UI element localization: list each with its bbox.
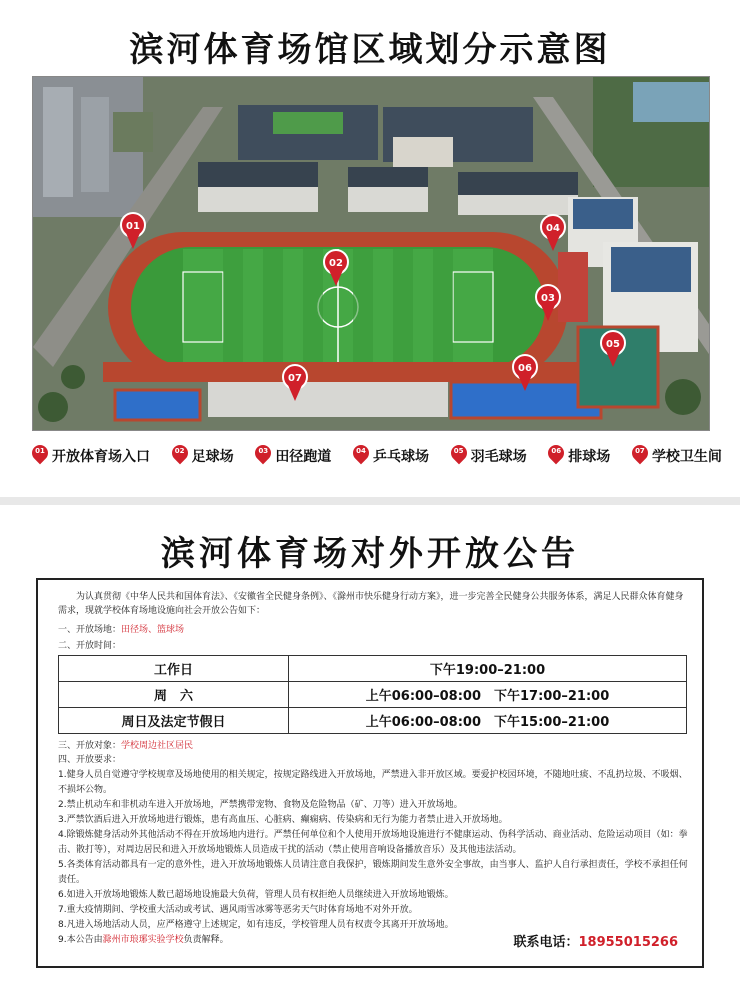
school-name: 滁州市琅琊实验学校 <box>102 935 184 945</box>
location-pin-icon: 02 <box>172 445 188 467</box>
pin-label-03: 03 <box>541 293 555 304</box>
map-poster <box>0 0 740 490</box>
rule-item: 4.除锻炼健身活动外其他活动不得在开放场地内进行。严禁任何单位和个人使用开放场地设施进行不健康运动、伪科学活动、商业活动、危险运动项目（如：拳击、散打等），对周边居民和进入开放场地锻炼人员造成干扰的活动（禁止使用音响设备播放音乐）及其他违法活动。 <box>58 830 688 855</box>
section-value: 田径场、篮球场 <box>121 625 185 635</box>
legend-label: 排球场 <box>568 449 611 465</box>
rule-item: 6.如进入开放场地锻炼人数已超场地设施最大负荷，管理人员有权拒绝人员继续进入开放场地锻炼。 <box>58 890 454 900</box>
aerial-photo <box>32 76 710 431</box>
section-label: 三、开放对象： <box>58 741 122 751</box>
pin-label-01: 01 <box>126 221 140 232</box>
rule-item: 7.重大疫情期间、学校重大活动或考试、遇风雨雪冰雾等恶劣天气时体育场地不对外开放。 <box>58 905 418 915</box>
legend-label: 足球场 <box>191 449 234 465</box>
notice-intro: 为认真贯彻《中华人民共和国体育法》、《安徽省全民健身条例》、《滁州市快乐健身行动方案》，进一步完善全民健身公共服务体系，满足人民群众体育健身需求，现就学校体育场地设施向社会开放公告如下： <box>58 592 684 616</box>
location-pin-icon: 04 <box>353 445 369 467</box>
section-label: 二、开放时间： <box>58 641 122 651</box>
rule-item: 1.健身人员自觉遵守学校规章及场地使用的相关规定，按规定路线进入开放场地，严禁进入非开放区域。要爱护校园环境，不随地吐痰、不乱扔垃圾、不吸烟、不损坏公物。 <box>58 770 688 795</box>
pin-label-06: 06 <box>518 363 532 374</box>
legend-item-restroom <box>632 445 722 467</box>
section-label: 一、开放场地： <box>58 625 122 635</box>
section-open-venues <box>58 622 184 635</box>
rule-item-9: 9.本公告由滁州市琅琊实验学校负责解释。 <box>58 935 229 945</box>
section-open-audience <box>58 738 193 751</box>
table-row <box>59 656 687 682</box>
map-legend <box>32 436 722 476</box>
section-open-times <box>58 638 121 651</box>
rule-item: 5.各类体育活动都具有一定的意外性，进入开放场地锻炼人员请注意自我保护，锻炼期间发生意外安全事故，由当事人、监护人自行承担责任，学校不承担任何责任。 <box>58 860 688 885</box>
contact-phone[interactable]: 18955015266 <box>578 935 678 950</box>
notice-title: 滨河体育场对外开放公告 <box>161 534 579 574</box>
rule-item: 2.禁止机动车和非机动车进入开放场地，严禁携带宠物、食物及危险物品（矿、刀等）进入开放场地。 <box>58 800 463 810</box>
schedule-day: 周日及法定节假日 <box>59 708 289 734</box>
location-pin-icon: 03 <box>255 445 271 467</box>
contact-label: 联系电话： <box>513 935 579 950</box>
legend-label: 学校卫生间 <box>651 449 722 465</box>
section-label: 四、开放要求： <box>58 755 122 765</box>
legend-item-entrance <box>32 445 150 467</box>
legend-label: 乒乓球场 <box>372 449 429 465</box>
location-pin-icon: 01 <box>32 445 48 467</box>
legend-item-volleyball <box>548 445 610 467</box>
schedule-time: 上午06:00–08:00 下午15:00–21:00 <box>289 708 687 734</box>
schedule-day: 周 六 <box>59 682 289 708</box>
aerial-illustration <box>33 77 710 431</box>
location-pin-icon: 06 <box>548 445 564 467</box>
rule-item: 3.严禁饮酒后进入开放场地进行锻炼，患有高血压、心脏病、癫痫病、传染病和无行为能力者禁止进入开放场地。 <box>58 815 508 825</box>
table-row <box>59 682 687 708</box>
pin-label-02: 02 <box>329 258 343 269</box>
table-row <box>59 708 687 734</box>
schedule-time: 上午06:00–08:00 下午17:00–21:00 <box>289 682 687 708</box>
rule-item: 8.凡进入场地活动人员，应严格遵守上述规定，如有违反，学校管理人员有权责令其离开开放场地。 <box>58 920 454 930</box>
notice-box <box>36 578 704 968</box>
map-title: 滨河体育场馆区域划分示意图 <box>129 30 611 70</box>
location-pin-icon: 07 <box>632 445 648 467</box>
pin-label-05: 05 <box>606 339 620 350</box>
poster-divider <box>0 497 740 505</box>
location-pin-icon: 05 <box>451 445 467 467</box>
legend-label: 羽毛球场 <box>470 449 527 465</box>
contact-line <box>513 931 678 950</box>
schedule-table <box>58 655 687 734</box>
rules-list <box>58 768 690 948</box>
legend-item-track <box>255 445 331 467</box>
section-value: 学校周边社区居民 <box>121 741 194 751</box>
schedule-time: 下午19:00–21:00 <box>289 656 687 682</box>
legend-item-badminton <box>451 445 527 467</box>
pin-label-07: 07 <box>288 373 302 384</box>
legend-label: 开放体育场入口 <box>52 449 150 465</box>
section-open-rules <box>58 752 121 765</box>
legend-item-football <box>172 445 234 467</box>
schedule-day: 工作日 <box>59 656 289 682</box>
legend-label: 田径跑道 <box>275 449 332 465</box>
legend-item-table-tennis <box>353 445 429 467</box>
pin-label-04: 04 <box>546 223 560 234</box>
